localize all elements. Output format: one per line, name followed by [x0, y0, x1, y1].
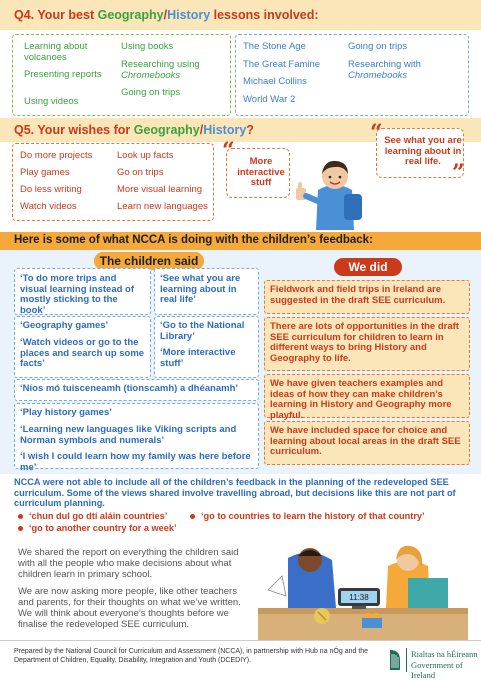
- q5-wish-3: Do less writing: [20, 184, 82, 195]
- bubble-right-text: See what you are learning about in real life.: [384, 135, 462, 167]
- child-quote-4: ‘Go to the National Library’: [160, 320, 245, 342]
- footer-text: Prepared by the National Council for Curriculum and Assessment (NCCA), in partnership with Hub na nÓg and the Department of Children, Equality, Disability, Integration and Youth (DCEDIY).: [14, 648, 369, 664]
- government-harp-icon: [388, 648, 402, 672]
- q4-hist-item-6: Researching with Chromebooks: [348, 59, 421, 81]
- child-quote-7: ‘Níos mó tuisceneamh (tionscamh) a dhéanamh’: [20, 383, 239, 394]
- note-bullet-3: ‘go to countries to learn the history of that country’: [190, 511, 425, 521]
- child-quote-1: ‘To do more trips and visual learning instead of mostly sticking to the book’: [20, 273, 135, 316]
- child-quote-10: ‘I wish I could learn how my family was here before me’: [20, 451, 251, 473]
- clock-display: 11:38: [349, 593, 369, 602]
- q5-wish-7: More visual learning: [117, 184, 203, 195]
- q4-geo-item-6: Going on trips: [121, 87, 181, 98]
- children-said-tag: The children said: [94, 252, 204, 270]
- q4-hist-item-3: Michael Collins: [243, 76, 307, 87]
- q5-wish-8: Learn new languages: [117, 201, 208, 212]
- boy-illustration: [288, 150, 383, 230]
- q4-title: Q4. Your best Geography/History lessons involved:: [14, 8, 319, 22]
- government-name-english: Government of Ireland: [411, 660, 463, 680]
- q5-title: Q5. Your wishes for Geography/History?: [14, 123, 254, 137]
- we-did-4: We have included space for choice and learning about local areas in the draft SEE curriculum.: [270, 425, 461, 457]
- q5-wish-6: Go on trips: [117, 167, 164, 178]
- government-name-irish: Rialtas na hÉireann: [411, 649, 478, 659]
- bubble-left-text: More interactive stuff: [237, 156, 285, 188]
- child-quote-3: ‘Geography games’: [20, 320, 109, 331]
- bullet-icon: [190, 514, 195, 519]
- q5-wish-4: Watch videos: [20, 201, 77, 212]
- q4-geo-item-1: Learning about volcanoes: [24, 41, 88, 63]
- quote-open-icon: “: [222, 138, 235, 164]
- we-did-2: There are lots of opportunities in the draft SEE curriculum for children to learn in different ways to bring History and Geography to life.: [270, 321, 459, 364]
- classroom-illustration: [258, 538, 468, 640]
- q5-wish-2: Play games: [20, 167, 70, 178]
- q5-wish-1: Do more projects: [20, 150, 93, 161]
- q5-wish-5: Look up facts: [117, 150, 174, 161]
- closing-paragraph-2: We are now asking more people, like other teachers and parents, for their thoughts on what we’ve written. We will think about everyone’s thoughts before we finalise the redeveloped SEE curriculum.: [18, 586, 241, 630]
- note-bullet-1: ‘chun dul go dtí aláin countries’: [18, 511, 167, 521]
- we-did-1: Fieldwork and field trips in Ireland are suggested in the draft SEE curriculum.: [270, 284, 446, 306]
- bullet-icon: [18, 514, 23, 519]
- q4-hist-item-5: Going on trips: [348, 41, 408, 52]
- q4-geo-item-4: Using books: [121, 41, 174, 52]
- child-quote-2: ‘See what you are learning about in real life’: [160, 273, 241, 305]
- q4-geo-item-2: Presenting reports: [24, 69, 102, 80]
- q4-hist-item-2: The Great Famine: [243, 59, 321, 70]
- government-divider: [406, 648, 407, 672]
- quote-close-icon: ”: [452, 160, 465, 186]
- child-quote-9: ‘Learning new languages like Viking scripts and Norman symbols and numerals’: [20, 424, 237, 446]
- note-bullet-2: ‘go to another country for a week’: [18, 523, 177, 533]
- q4-hist-item-1: The Stone Age: [243, 41, 306, 52]
- child-quote-6: ‘More interactive stuff’: [160, 347, 236, 369]
- feedback-header: Here is some of what NCCA is doing with the children’s feedback:: [14, 234, 373, 246]
- closing-paragraph-1: We shared the report on everything the children said with all the people who make decisions about what children learn in primary school.: [18, 547, 239, 580]
- note-text: NCCA were not able to include all of the children’s feedback in the planning of the redeveloped SEE curriculum. Some of the views shared involve travelling abroad, but decisions like this are not part of curriculum planning.: [14, 477, 456, 508]
- q4-geo-item-3: Using videos: [24, 96, 79, 107]
- we-did-3: We have given teachers examples and ideas of how they can make children’s learning in History and Geography more playful.: [270, 378, 452, 421]
- q4-geo-item-5: Researching using Chromebooks: [121, 59, 200, 81]
- child-quote-8: ‘Play history games’: [20, 407, 112, 418]
- child-quote-5: ‘Watch videos or go to the places and search up some facts’: [20, 337, 145, 369]
- we-did-tag: We did: [334, 258, 402, 276]
- bullet-icon: [18, 526, 23, 531]
- q4-hist-item-4: World War 2: [243, 94, 296, 105]
- quote-open-icon: “: [370, 120, 383, 146]
